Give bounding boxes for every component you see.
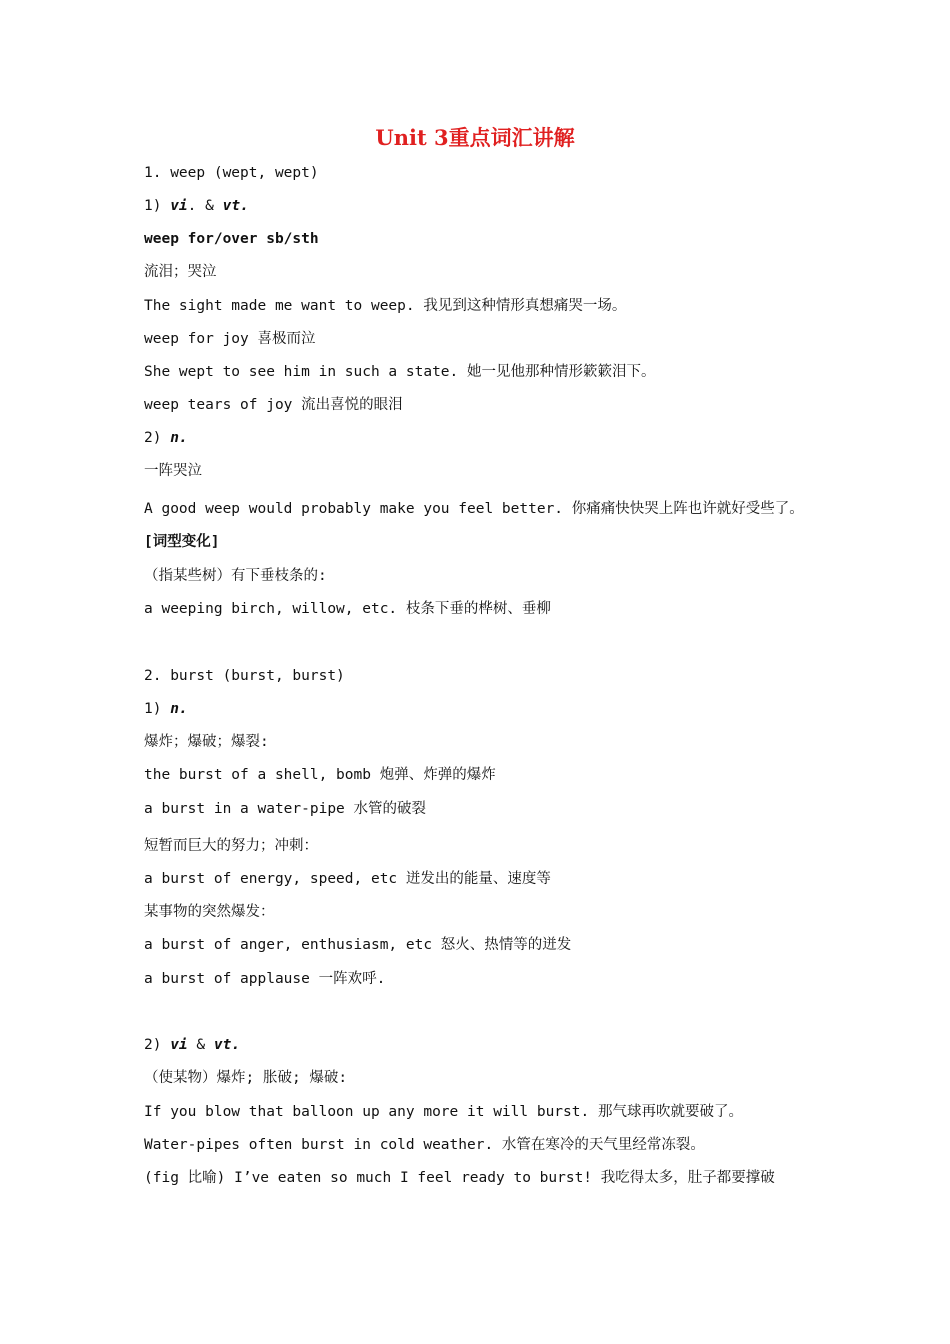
definition: （使某物）爆炸; 胀破; 爆破:	[144, 1070, 348, 1086]
example-phrase: a burst in a water-pipe 水管的破裂	[144, 801, 427, 817]
definition: 流泪；哭泣	[144, 264, 217, 280]
example-sentence: (fig 比喻) I’ve eaten so much I feel ready to burst! 我吃得太多，肚子都要撑破	[144, 1170, 775, 1186]
separator: . &	[187, 198, 223, 214]
part-of-speech: n.	[170, 430, 188, 446]
example-phrase: a weeping birch, willow, etc. 枝条下垂的桦树、垂柳	[144, 601, 551, 617]
sense-heading	[144, 1035, 240, 1055]
part-of-speech: vt.	[213, 1037, 241, 1053]
definition: （指某些树）有下垂枝条的:	[144, 568, 327, 584]
entry-heading: 1. weep (wept, wept)	[144, 165, 319, 181]
definition: 一阵哭泣	[144, 463, 202, 479]
entry-heading: 2. burst (burst, burst)	[144, 668, 345, 684]
phrase-pattern: weep for/over sb/sth	[144, 231, 319, 247]
sense-heading	[144, 699, 188, 719]
part-of-speech: vi	[170, 198, 188, 214]
part-of-speech: n.	[170, 701, 188, 717]
example-phrase: a burst of anger, enthusiasm, etc 怒火、热情等的迸发	[144, 937, 572, 953]
page-title: Unit 3重点词汇讲解	[375, 125, 575, 150]
example-sentence: Water-pipes often burst in cold weather. 水管在寒冷的天气里经常冻裂。	[144, 1137, 705, 1153]
sense-number: 1)	[144, 701, 171, 717]
sense-heading	[144, 428, 188, 448]
section-label: [词型变化]	[144, 534, 220, 550]
definition: 某事物的突然爆发：	[144, 904, 275, 920]
example-sentence: A good weep would probably make you feel better. 你痛痛快快哭上阵也许就好受些了。	[144, 501, 804, 517]
sense-number: 2)	[144, 430, 171, 446]
definition: 短暂而巨大的努力；冲刺：	[144, 838, 318, 854]
part-of-speech: vt.	[222, 198, 249, 214]
example-phrase: weep for joy 喜极而泣	[144, 331, 316, 347]
separator: &	[187, 1037, 214, 1053]
part-of-speech: vi	[170, 1037, 188, 1053]
example-sentence: If you blow that balloon up any more it will burst. 那气球再吹就要破了。	[144, 1104, 743, 1120]
example-phrase: weep tears of joy 流出喜悦的眼泪	[144, 397, 403, 413]
example-phrase: a burst of applause 一阵欢呼.	[144, 971, 386, 987]
sense-number: 1)	[144, 198, 171, 214]
example-phrase: a burst of energy, speed, etc 迸发出的能量、速度等	[144, 871, 551, 887]
definition: 爆炸；爆破；爆裂:	[144, 734, 269, 750]
sense-number: 2)	[144, 1037, 171, 1053]
sense-heading	[144, 196, 249, 216]
example-sentence: The sight made me want to weep. 我见到这种情形真想痛哭一场。	[144, 298, 627, 314]
example-phrase: the burst of a shell, bomb 炮弹、炸弹的爆炸	[144, 767, 496, 783]
example-sentence: She wept to see him in such a state. 她一见他那种情形簌簌泪下。	[144, 364, 656, 380]
